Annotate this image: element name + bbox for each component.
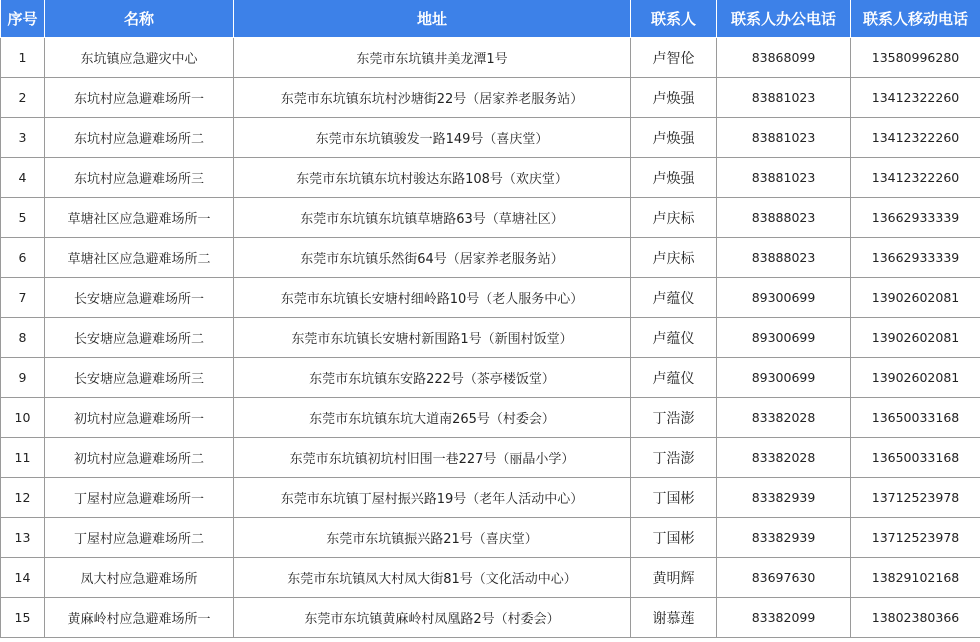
cell-no: 11 [1,438,45,478]
cell-office-phone: 83888023 [717,238,851,278]
table-body [1,38,980,638]
table-row [1,478,980,518]
table-row [1,38,980,78]
table-row [1,278,980,318]
cell-no: 12 [1,478,45,518]
cell-office-phone: 83881023 [717,158,851,198]
cell-no: 14 [1,558,45,598]
cell-office-phone: 83382028 [717,398,851,438]
cell-name: 初坑村应急避难场所二 [45,438,234,478]
cell-mobile-phone: 13712523978 [851,478,980,518]
cell-contact: 卢智伦 [631,38,717,78]
cell-contact: 卢蕴仪 [631,278,717,318]
cell-address: 东莞市东坑镇东坑村沙塘街22号（居家养老服务站） [234,78,631,118]
header-office-phone: 联系人办公电话 [717,0,851,38]
cell-no: 9 [1,358,45,398]
cell-mobile-phone: 13662933339 [851,238,980,278]
cell-no: 3 [1,118,45,158]
table-row [1,238,980,278]
cell-name: 初坑村应急避难场所一 [45,398,234,438]
cell-office-phone: 83382099 [717,598,851,638]
cell-mobile-phone: 13412322260 [851,78,980,118]
cell-mobile-phone: 13802380366 [851,598,980,638]
cell-address: 东莞市东坑镇东安路222号（茶亭楼饭堂） [234,358,631,398]
cell-no: 8 [1,318,45,358]
table-row [1,78,980,118]
header-no: 序号 [1,0,45,38]
cell-no: 1 [1,38,45,78]
table-row [1,358,980,398]
table-row [1,158,980,198]
cell-name: 东坑村应急避难场所三 [45,158,234,198]
cell-contact: 丁浩澎 [631,438,717,478]
cell-office-phone: 89300699 [717,318,851,358]
cell-contact: 卢庆标 [631,198,717,238]
cell-contact: 卢焕强 [631,78,717,118]
cell-office-phone: 83881023 [717,78,851,118]
cell-office-phone: 83697630 [717,558,851,598]
cell-mobile-phone: 13902602081 [851,278,980,318]
cell-mobile-phone: 13662933339 [851,198,980,238]
cell-address: 东莞市东坑镇乐然街64号（居家养老服务站） [234,238,631,278]
cell-address: 东莞市东坑镇振兴路21号（喜庆堂） [234,518,631,558]
cell-address: 东莞市东坑镇丁屋村振兴路19号（老年人活动中心） [234,478,631,518]
table-row [1,318,980,358]
cell-name: 长安塘应急避难场所一 [45,278,234,318]
cell-name: 黄麻岭村应急避难场所一 [45,598,234,638]
cell-no: 13 [1,518,45,558]
cell-contact: 卢庆标 [631,238,717,278]
cell-name: 凤大村应急避难场所 [45,558,234,598]
cell-mobile-phone: 13902602081 [851,318,980,358]
cell-no: 4 [1,158,45,198]
cell-contact: 谢慕莲 [631,598,717,638]
cell-mobile-phone: 13650033168 [851,398,980,438]
cell-office-phone: 83382939 [717,478,851,518]
cell-name: 丁屋村应急避难场所二 [45,518,234,558]
cell-mobile-phone: 13412322260 [851,158,980,198]
cell-office-phone: 89300699 [717,278,851,318]
table-row [1,438,980,478]
cell-mobile-phone: 13712523978 [851,518,980,558]
cell-contact: 卢蕴仪 [631,358,717,398]
header-contact: 联系人 [631,0,717,38]
cell-name: 东坑村应急避难场所二 [45,118,234,158]
table-header [1,0,980,38]
cell-office-phone: 83888023 [717,198,851,238]
cell-no: 10 [1,398,45,438]
table-row [1,198,980,238]
table-row [1,518,980,558]
cell-contact: 卢蕴仪 [631,318,717,358]
header-address: 地址 [234,0,631,38]
cell-address: 东莞市东坑镇东坑村骏达东路108号（欢庆堂） [234,158,631,198]
cell-address: 东莞市东坑镇凤大村凤大街81号（文化活动中心） [234,558,631,598]
cell-contact: 丁浩澎 [631,398,717,438]
cell-office-phone: 89300699 [717,358,851,398]
cell-no: 2 [1,78,45,118]
table-row [1,398,980,438]
cell-office-phone: 83382939 [717,518,851,558]
table-row [1,598,980,638]
cell-mobile-phone: 13902602081 [851,358,980,398]
cell-mobile-phone: 13412322260 [851,118,980,158]
cell-office-phone: 83382028 [717,438,851,478]
cell-mobile-phone: 13580996280 [851,38,980,78]
cell-address: 东莞市东坑镇初坑村旧围一巷227号（丽晶小学） [234,438,631,478]
cell-no: 7 [1,278,45,318]
cell-name: 草塘社区应急避难场所一 [45,198,234,238]
cell-address: 东莞市东坑镇黄麻岭村凤凰路2号（村委会） [234,598,631,638]
header-mobile-phone: 联系人移动电话 [851,0,980,38]
cell-address: 东莞市东坑镇长安塘村细岭路10号（老人服务中心） [234,278,631,318]
cell-address: 东莞市东坑镇长安塘村新围路1号（新围村饭堂） [234,318,631,358]
cell-name: 丁屋村应急避难场所一 [45,478,234,518]
cell-address: 东莞市东坑镇东坑镇草塘路63号（草塘社区） [234,198,631,238]
cell-name: 长安塘应急避难场所三 [45,358,234,398]
cell-office-phone: 83881023 [717,118,851,158]
cell-name: 长安塘应急避难场所二 [45,318,234,358]
cell-name: 草塘社区应急避难场所二 [45,238,234,278]
cell-name: 东坑村应急避难场所一 [45,78,234,118]
cell-no: 5 [1,198,45,238]
cell-no: 15 [1,598,45,638]
cell-no: 6 [1,238,45,278]
cell-contact: 黄明辉 [631,558,717,598]
header-name: 名称 [45,0,234,38]
cell-name: 东坑镇应急避灾中心 [45,38,234,78]
table-row [1,558,980,598]
cell-contact: 卢焕强 [631,158,717,198]
cell-mobile-phone: 13650033168 [851,438,980,478]
table-row [1,118,980,158]
cell-mobile-phone: 13829102168 [851,558,980,598]
cell-address: 东莞市东坑镇骏发一路149号（喜庆堂） [234,118,631,158]
cell-contact: 卢焕强 [631,118,717,158]
cell-address: 东莞市东坑镇井美龙潭1号 [234,38,631,78]
header-row [1,0,980,38]
cell-contact: 丁国彬 [631,478,717,518]
cell-office-phone: 83868099 [717,38,851,78]
cell-address: 东莞市东坑镇东坑大道南265号（村委会） [234,398,631,438]
cell-contact: 丁国彬 [631,518,717,558]
